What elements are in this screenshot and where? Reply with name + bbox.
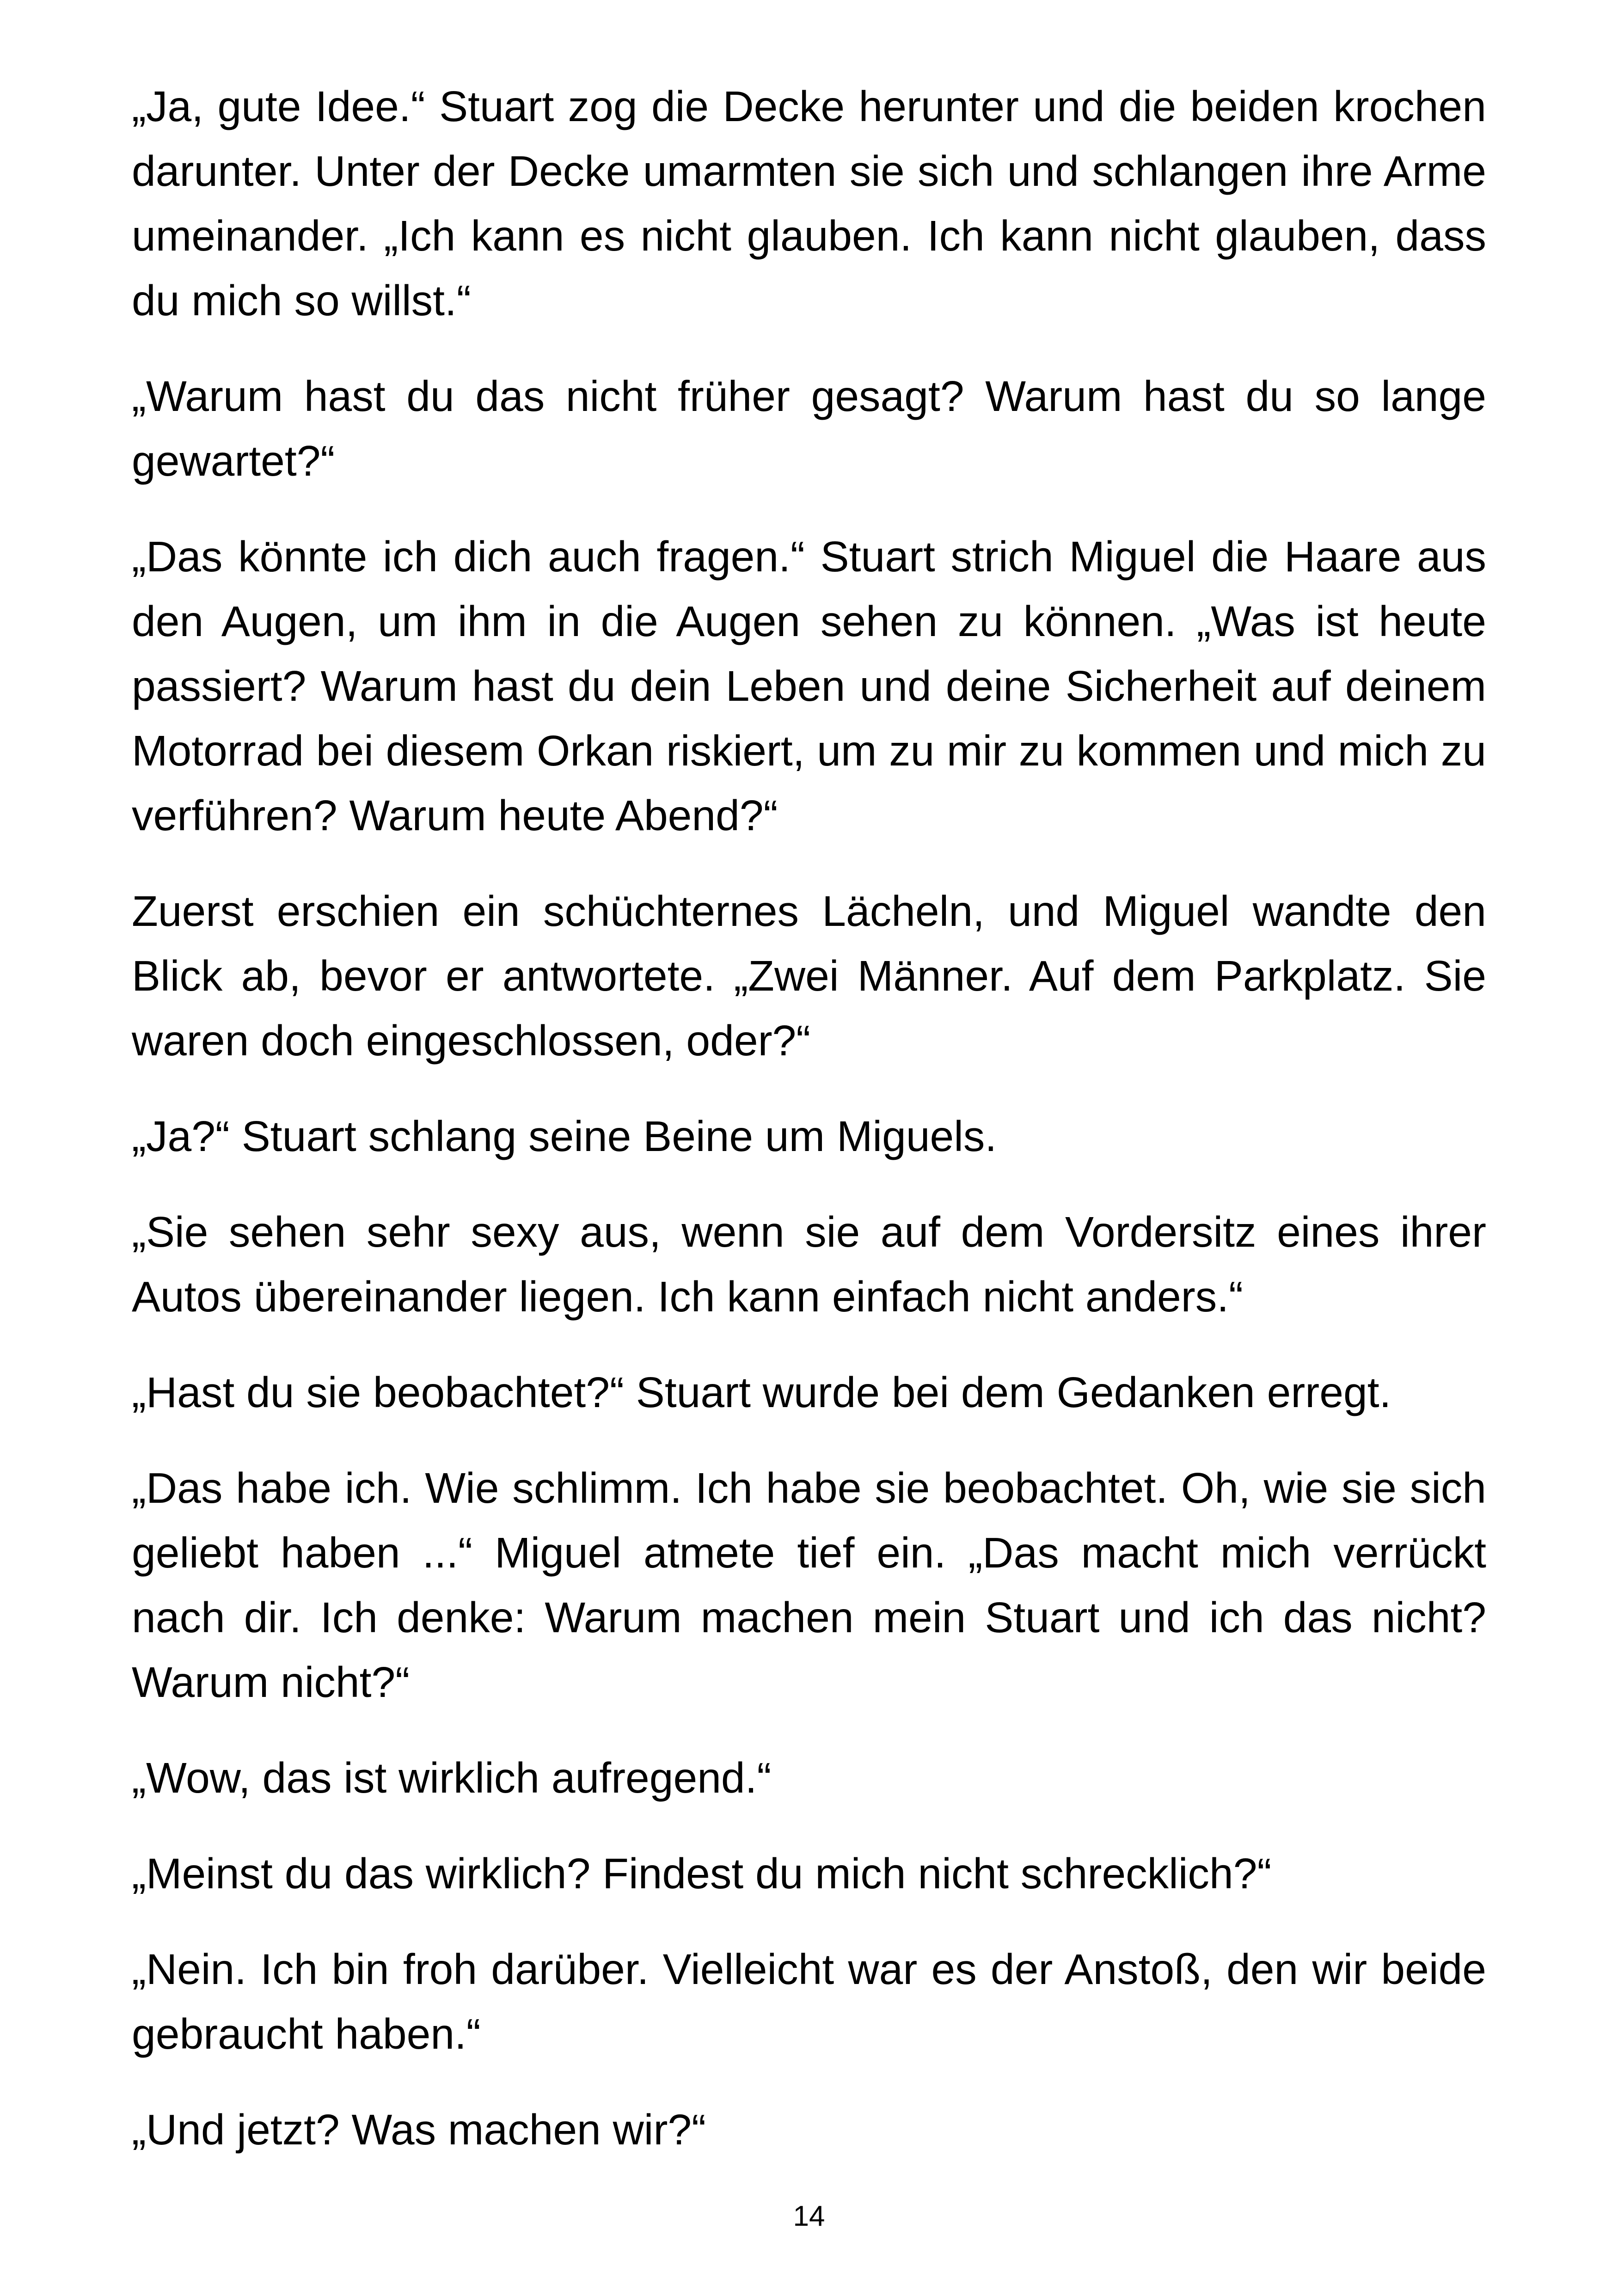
paragraph-5: „Ja?“ Stuart schlang seine Beine um Miguels.: [132, 1112, 997, 1160]
paragraph-2: „Warum hast du das nicht früher gesagt? Warum hast du so lange gewartet?“: [132, 372, 1486, 485]
body-text: [132, 74, 1486, 2162]
page-number: 14: [793, 2200, 825, 2232]
paragraph-4: Zuerst erschien ein schüchternes Lächeln, und Miguel wandte den Blick ab, bevor er antwortete. „Zwei Männer. Auf dem Parkplatz. Sie waren doch eingeschlossen, oder?“: [132, 887, 1486, 1065]
paragraph-12: „Und jetzt? Was machen wir?“: [132, 2106, 706, 2154]
paragraph-7: „Hast du sie beobachtet?“ Stuart wurde bei dem Gedanken erregt.: [132, 1368, 1391, 1416]
paragraph-10: „Meinst du das wirklich? Findest du mich nicht schrecklich?“: [132, 1849, 1272, 1898]
paragraph-3: „Das könnte ich dich auch fragen.“ Stuart strich Miguel die Haare aus den Augen, um ihm in die Augen sehen zu können. „Was ist heute passiert? Warum hast du dein Leben und deine Sicherheit auf deinem Motorrad bei diesem Orkan riskiert, um zu mir zu kommen und mich zu verführen? Warum heute Abend?“: [132, 533, 1486, 839]
paragraph-9: „Wow, das ist wirklich aufregend.“: [132, 1754, 772, 1802]
paragraph-8: „Das habe ich. Wie schlimm. Ich habe sie beobachtet. Oh, wie sie sich geliebt haben ...“ Miguel atmete tief ein. „Das macht mich verrückt nach dir. Ich denke: Warum machen mein Stuart und ich das nicht? Warum nicht?“: [132, 1464, 1486, 1706]
paragraph-11: „Nein. Ich bin froh darüber. Vielleicht war es der Anstoß, den wir beide gebraucht haben.“: [132, 1945, 1486, 2058]
paragraph-6: „Sie sehen sehr sexy aus, wenn sie auf dem Vordersitz eines ihrer Autos übereinander liegen. Ich kann einfach nicht anders.“: [132, 1208, 1486, 1321]
paragraph-1: „Ja, gute Idee.“ Stuart zog die Decke herunter und die beiden krochen darunter. Unter der Decke umarmten sie sich und schlangen ihre Arme umeinander. „Ich kann es nicht glauben. Ich kann nicht glauben, dass du mich so willst.“: [132, 82, 1486, 325]
